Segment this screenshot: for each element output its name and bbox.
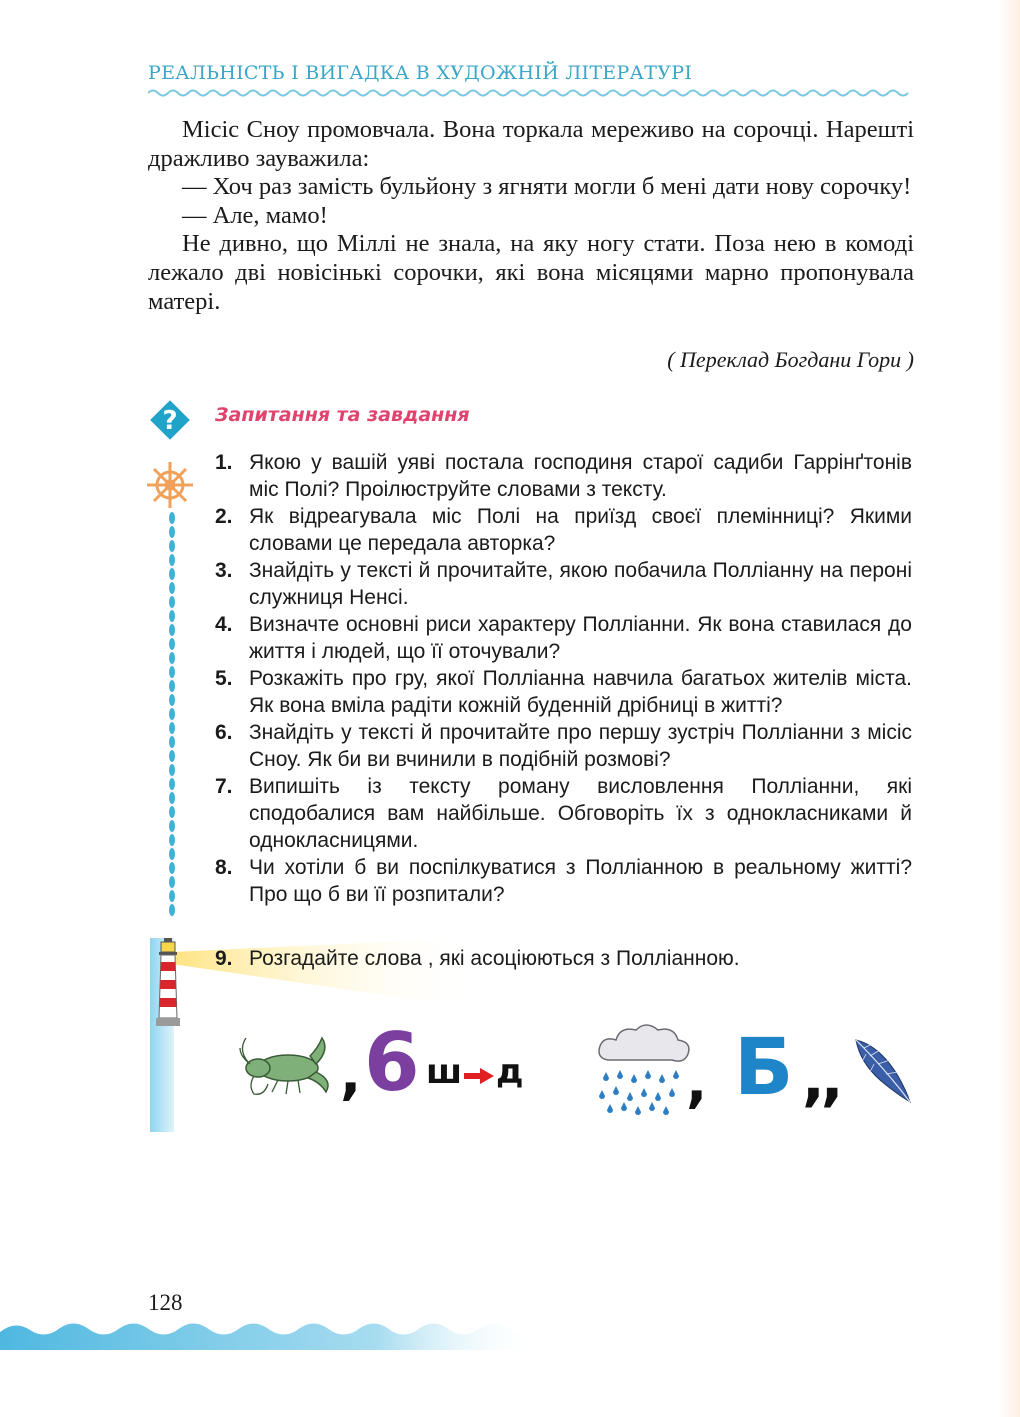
chain-link: [169, 722, 175, 734]
question-number: 4.: [215, 613, 233, 636]
ship-helm-icon: [140, 460, 200, 510]
chain-link: [169, 568, 175, 580]
question-diamond-icon: [148, 398, 192, 442]
chain-link: [169, 680, 175, 692]
chain-link: [169, 512, 175, 524]
chain-link: [169, 652, 175, 664]
question-item: [215, 854, 912, 908]
chain-link: [169, 764, 175, 776]
rebus-digit: 6: [364, 1016, 420, 1109]
question-item: [215, 719, 912, 773]
question-item: [215, 665, 912, 719]
rebus-letter: Б: [734, 1023, 794, 1113]
chain-link: [169, 792, 175, 804]
chain-link: [169, 694, 175, 706]
question-number: 5.: [215, 667, 233, 690]
prose-paragraph: — Але, мамо!: [182, 201, 328, 229]
header-wave-divider: [148, 88, 914, 98]
question-text: Знайдіть у тексті й прочитайте про першу зустріч Полліанни з місіс Сноу. Як би ви вчинили в подібній розмові?: [249, 721, 912, 771]
chain-link: [169, 526, 175, 538]
question-number: 7.: [215, 775, 233, 798]
question-item: [215, 773, 912, 854]
chain-link: [169, 890, 175, 902]
prose-paragraph: Не дивно, що Міллі не знала, на яку ногу стати. Поза нею в комоді лежало дві новісінькі сорочки, які вона місяцями марно пропонувала матері.: [148, 230, 914, 315]
rain-cloud-icon: [594, 1020, 694, 1116]
chain-link: [169, 666, 175, 678]
lighthouse-icon: [152, 938, 184, 1030]
chain-link: [169, 554, 175, 566]
rebus-comma-1: ,: [340, 1042, 362, 1107]
story-excerpt: [148, 116, 914, 316]
chain-link: [169, 624, 175, 636]
chain-link: [169, 848, 175, 860]
chain-link: [169, 610, 175, 622]
question-item: [215, 503, 912, 557]
question-number: 1.: [215, 451, 233, 474]
chain-link: [169, 834, 175, 846]
chain-link: [169, 806, 175, 818]
chain-decoration: [160, 446, 184, 924]
question-item: [215, 449, 912, 503]
question-item-9: [215, 945, 912, 972]
question-number: 6.: [215, 721, 233, 744]
chain-link: [169, 596, 175, 608]
question-text: Як відреагувала міс Полі на приїзд своєї племінниці? Якими словами це передала авторка?: [249, 505, 912, 555]
rebus-quotes: ,,: [802, 1044, 840, 1114]
translation-credit: ( Переклад Богдани Гори ): [667, 347, 914, 372]
question-text: Визначте основні риси характеру Полліанни. Як вона ставилася до життя і людей, що її оточували?: [249, 613, 912, 663]
chain-link: [169, 708, 175, 720]
page-edge: [998, 0, 1020, 1417]
chain-link: [169, 904, 175, 916]
chain-link: [169, 736, 175, 748]
prose-paragraph: Місіс Сноу промовчала. Вона торкала мереживо на сорочці. Нарешті дражливо зауважила:: [148, 116, 914, 172]
chain-link: [169, 750, 175, 762]
page-number: 128: [148, 1290, 183, 1315]
questions-list: [215, 449, 912, 908]
rebus-letter-to: д: [496, 1052, 524, 1092]
chain-link: [169, 876, 175, 888]
question-number: 8.: [215, 856, 233, 879]
question-text: Знайдіть у тексті й прочитайте, якою побачила Полліанну на пероні служниця Ненсі.: [249, 559, 912, 609]
chain-link: [169, 862, 175, 874]
rebus-comma-2: ,: [686, 1050, 708, 1115]
question-item: [215, 611, 912, 665]
rebus-puzzles: [238, 1016, 918, 1120]
chain-link: [169, 638, 175, 650]
question-text: Розгадайте слова , які асоціюються з Полліанною.: [249, 947, 740, 970]
question-text: Випишіть із тексту роману висловлення Полліанни, які сподобалися вам найбільше. Обговоріть їх з однокласниками й однокласницями.: [249, 775, 912, 852]
svg-text:?: ?: [162, 406, 178, 436]
prose-paragraph: — Хоч раз замість бульйону з ягняти могли б мені дати нову сорочку!: [182, 173, 912, 201]
question-number: 3.: [215, 559, 233, 582]
question-text: Розкажіть про гру, якої Полліанна навчила багатьох жителів міста. Як вона вміла радіти кожній буденній дрібниці в житті?: [249, 667, 912, 717]
chain-link: [169, 778, 175, 790]
question-number: 2.: [215, 505, 233, 528]
question-text: Якою у вашій уяві постала господиня старої садиби Гаррінґтонів міс Полі? Проілюструйте словами з тексту.: [249, 451, 912, 501]
crayfish-icon: [238, 1020, 338, 1100]
question-number: 9.: [215, 947, 233, 970]
running-header: РЕАЛЬНІСТЬ І ВИГАДКА В ХУДОЖНІЙ ЛІТЕРАТУРІ: [148, 62, 693, 84]
question-item: [215, 557, 912, 611]
chain-link: [169, 540, 175, 552]
arrow-right-icon: [464, 1068, 494, 1084]
section-title: Запитання та завдання: [215, 404, 470, 426]
feather-icon: [850, 1036, 912, 1106]
question-text: Чи хотіли б ви поспілкуватися з Полліанною в реальному житті? Про що б ви її розпитали?: [249, 856, 912, 906]
chain-link: [169, 582, 175, 594]
rebus-letter-from: ш: [426, 1052, 463, 1092]
chain-link: [169, 820, 175, 832]
footer-wave: [0, 1310, 540, 1350]
